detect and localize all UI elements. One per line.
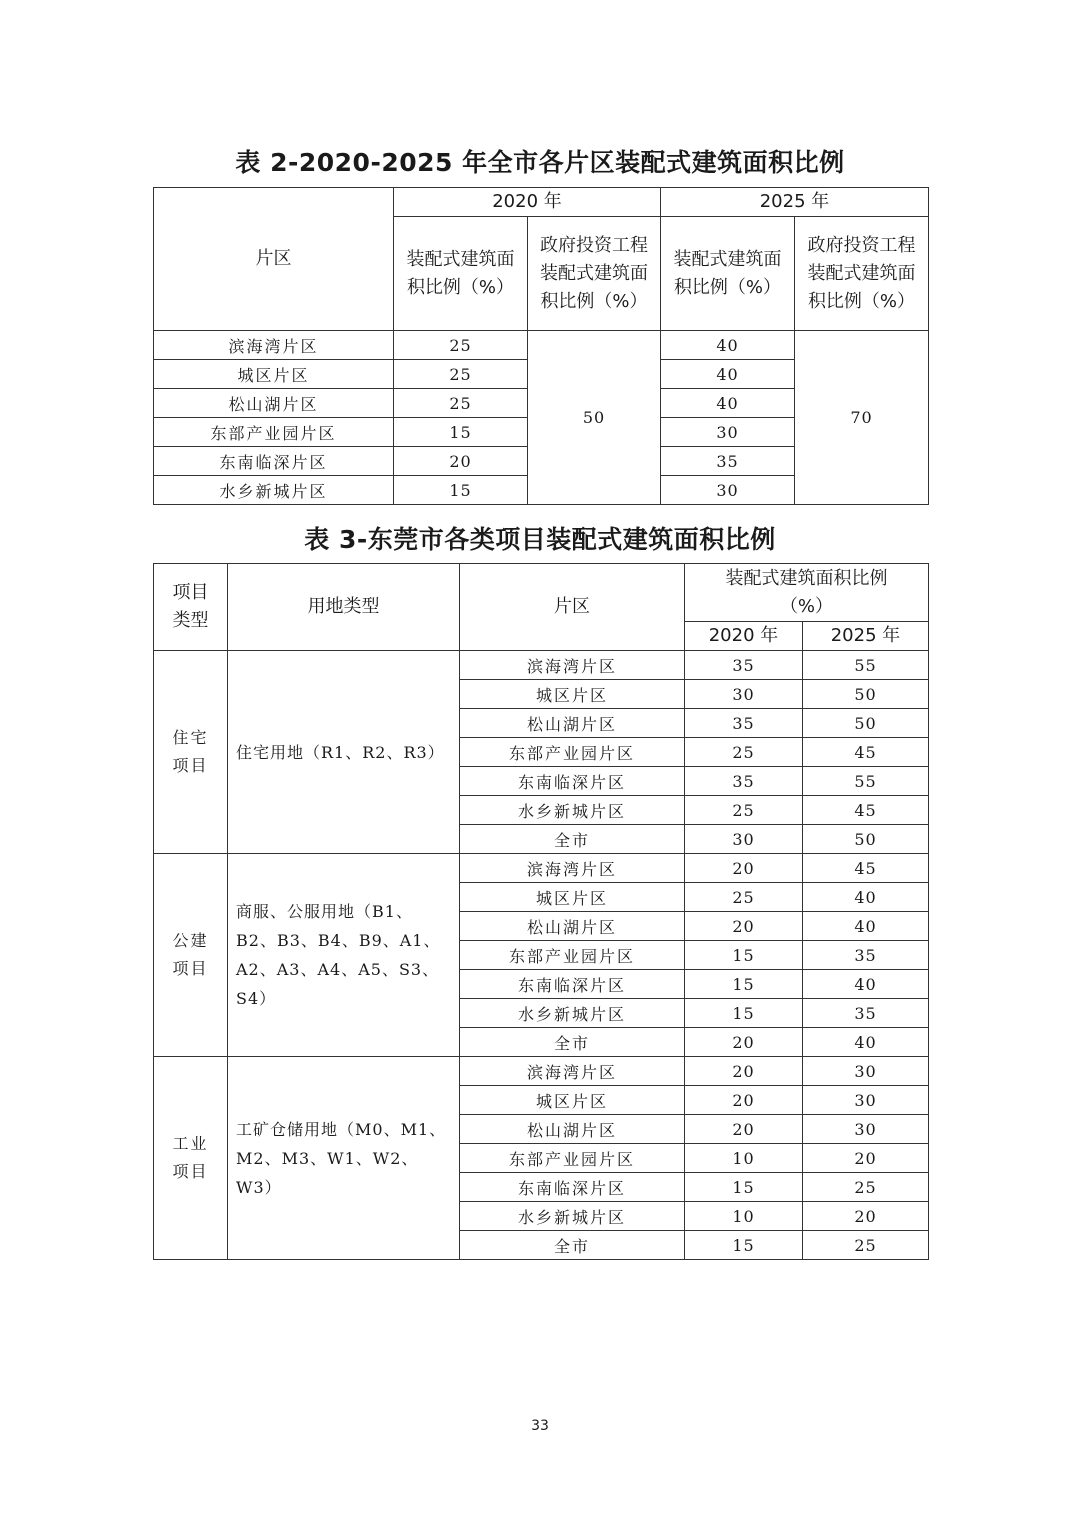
ratio-2025-cell: 50 — [803, 825, 929, 854]
ratio-2020-cell: 30 — [685, 825, 803, 854]
gov-ratio-2025-cell: 70 — [795, 331, 929, 505]
ratio-2020-cell: 25 — [394, 389, 528, 418]
project-type-label: 公建项目 — [172, 931, 209, 978]
land-type-cell: 住宅用地（R1、R2、R3） — [228, 651, 460, 854]
ratio-2025-cell: 40 — [803, 970, 929, 999]
page-number: 33 — [531, 1418, 549, 1434]
region-cell: 东部产业园片区 — [460, 941, 685, 970]
table3-header-2020: 2020 年 — [685, 622, 803, 651]
region-cell: 松山湖片区 — [154, 389, 394, 418]
table-row — [154, 1057, 929, 1086]
region-cell: 松山湖片区 — [460, 709, 685, 738]
table3-header-land-type: 用地类型 — [228, 564, 460, 651]
region-cell: 东南临深片区 — [460, 1173, 685, 1202]
ratio-2020-cell: 15 — [394, 418, 528, 447]
table3 — [153, 563, 929, 1260]
land-type-cell: 工矿仓储用地（M0、M1、M2、M3、W1、W2、W3） — [228, 1057, 460, 1260]
table2-header-region: 片区 — [154, 188, 394, 331]
ratio-2020-cell: 35 — [685, 767, 803, 796]
ratio-2025-cell: 25 — [803, 1231, 929, 1260]
region-cell: 水乡新城片区 — [460, 1202, 685, 1231]
ratio-2020-cell: 25 — [394, 360, 528, 389]
ratio-2025-cell: 55 — [803, 651, 929, 680]
ratio-2025-cell: 40 — [661, 360, 795, 389]
region-cell: 滨海湾片区 — [154, 331, 394, 360]
ratio-2020-cell: 15 — [394, 476, 528, 505]
region-cell: 滨海湾片区 — [460, 651, 685, 680]
ratio-2020-cell: 10 — [685, 1144, 803, 1173]
land-type-cell: 商服、公服用地（B1、B2、B3、B4、B9、A1、A2、A3、A4、A5、S3、S4） — [228, 854, 460, 1057]
ratio-2025-cell: 50 — [803, 709, 929, 738]
table-row — [154, 651, 929, 680]
ratio-2025-cell: 35 — [803, 999, 929, 1028]
region-cell: 东部产业园片区 — [460, 1144, 685, 1173]
region-cell: 全市 — [460, 825, 685, 854]
project-type-cell — [154, 651, 228, 854]
ratio-2020-cell: 15 — [685, 1231, 803, 1260]
gov-ratio-2020-cell: 50 — [528, 331, 661, 505]
ratio-2025-cell: 40 — [803, 883, 929, 912]
table3-header-region: 片区 — [460, 564, 685, 651]
region-cell: 水乡新城片区 — [460, 796, 685, 825]
table3-header-2025: 2025 年 — [803, 622, 929, 651]
region-cell: 松山湖片区 — [460, 1115, 685, 1144]
region-cell: 水乡新城片区 — [460, 999, 685, 1028]
ratio-2025-cell: 30 — [661, 418, 795, 447]
ratio-2020-cell: 35 — [685, 709, 803, 738]
ratio-2020-cell: 20 — [685, 1086, 803, 1115]
region-cell: 全市 — [460, 1028, 685, 1057]
ratio-2020-cell: 25 — [394, 331, 528, 360]
ratio-2025-cell: 40 — [803, 1028, 929, 1057]
project-type-cell — [154, 854, 228, 1057]
ratio-2020-cell: 35 — [685, 651, 803, 680]
ratio-2020-cell: 30 — [685, 680, 803, 709]
region-cell: 城区片区 — [460, 1086, 685, 1115]
table2-header-2020-gov-ratio: 政府投资工程装配式建筑面积比例（%） — [540, 234, 648, 312]
region-cell: 城区片区 — [460, 680, 685, 709]
table2-header-2025-gov-ratio: 政府投资工程装配式建筑面积比例（%） — [807, 234, 916, 312]
ratio-2025-cell: 35 — [803, 941, 929, 970]
ratio-2020-cell: 25 — [685, 796, 803, 825]
ratio-2020-cell: 20 — [685, 912, 803, 941]
table2-header-2020-ratio: 装配式建筑面积比例（%） — [406, 248, 515, 298]
table-row — [154, 331, 929, 360]
ratio-2025-cell: 35 — [661, 447, 795, 476]
ratio-2020-cell: 20 — [685, 1028, 803, 1057]
ratio-2025-cell: 45 — [803, 796, 929, 825]
ratio-2020-cell: 15 — [685, 941, 803, 970]
ratio-2025-cell: 55 — [803, 767, 929, 796]
table2-title: 表 2-2020-2025 年全市各片区装配式建筑面积比例 — [235, 148, 845, 177]
region-cell: 滨海湾片区 — [460, 1057, 685, 1086]
ratio-2020-cell: 20 — [685, 1115, 803, 1144]
ratio-2025-cell: 40 — [661, 331, 795, 360]
table3-title: 表 3-东莞市各类项目装配式建筑面积比例 — [304, 525, 776, 554]
ratio-2025-cell: 30 — [803, 1115, 929, 1144]
region-cell: 东南临深片区 — [460, 767, 685, 796]
table3-header-ratio: 装配式建筑面积比例（%） — [725, 567, 888, 617]
ratio-2025-cell: 45 — [803, 738, 929, 767]
ratio-2020-cell: 25 — [685, 883, 803, 912]
region-cell: 滨海湾片区 — [460, 854, 685, 883]
ratio-2025-cell: 45 — [803, 854, 929, 883]
region-cell: 松山湖片区 — [460, 912, 685, 941]
ratio-2020-cell: 20 — [685, 854, 803, 883]
ratio-2025-cell: 20 — [803, 1144, 929, 1173]
region-cell: 城区片区 — [460, 883, 685, 912]
table2-header-2025-ratio: 装配式建筑面积比例（%） — [673, 248, 782, 298]
region-cell: 东部产业园片区 — [154, 418, 394, 447]
table2 — [153, 187, 929, 505]
ratio-2020-cell: 10 — [685, 1202, 803, 1231]
table2-header-2020: 2020 年 — [394, 188, 661, 217]
table3-header-project-type: 项目类型 — [172, 582, 209, 631]
table2-header-2025: 2025 年 — [661, 188, 929, 217]
ratio-2020-cell: 15 — [685, 999, 803, 1028]
ratio-2025-cell: 40 — [661, 389, 795, 418]
project-type-label: 工业项目 — [172, 1134, 209, 1181]
ratio-2020-cell: 15 — [685, 970, 803, 999]
region-cell: 全市 — [460, 1231, 685, 1260]
region-cell: 水乡新城片区 — [154, 476, 394, 505]
region-cell: 东南临深片区 — [154, 447, 394, 476]
ratio-2025-cell: 40 — [803, 912, 929, 941]
ratio-2020-cell: 25 — [685, 738, 803, 767]
project-type-label: 住宅项目 — [172, 728, 209, 775]
ratio-2025-cell: 50 — [803, 680, 929, 709]
ratio-2025-cell: 30 — [661, 476, 795, 505]
region-cell: 东南临深片区 — [460, 970, 685, 999]
ratio-2025-cell: 20 — [803, 1202, 929, 1231]
ratio-2020-cell: 20 — [394, 447, 528, 476]
ratio-2020-cell: 20 — [685, 1057, 803, 1086]
ratio-2025-cell: 30 — [803, 1086, 929, 1115]
project-type-cell — [154, 1057, 228, 1260]
ratio-2025-cell: 25 — [803, 1173, 929, 1202]
ratio-2020-cell: 15 — [685, 1173, 803, 1202]
region-cell: 城区片区 — [154, 360, 394, 389]
region-cell: 东部产业园片区 — [460, 738, 685, 767]
table-row — [154, 854, 929, 883]
ratio-2025-cell: 30 — [803, 1057, 929, 1086]
